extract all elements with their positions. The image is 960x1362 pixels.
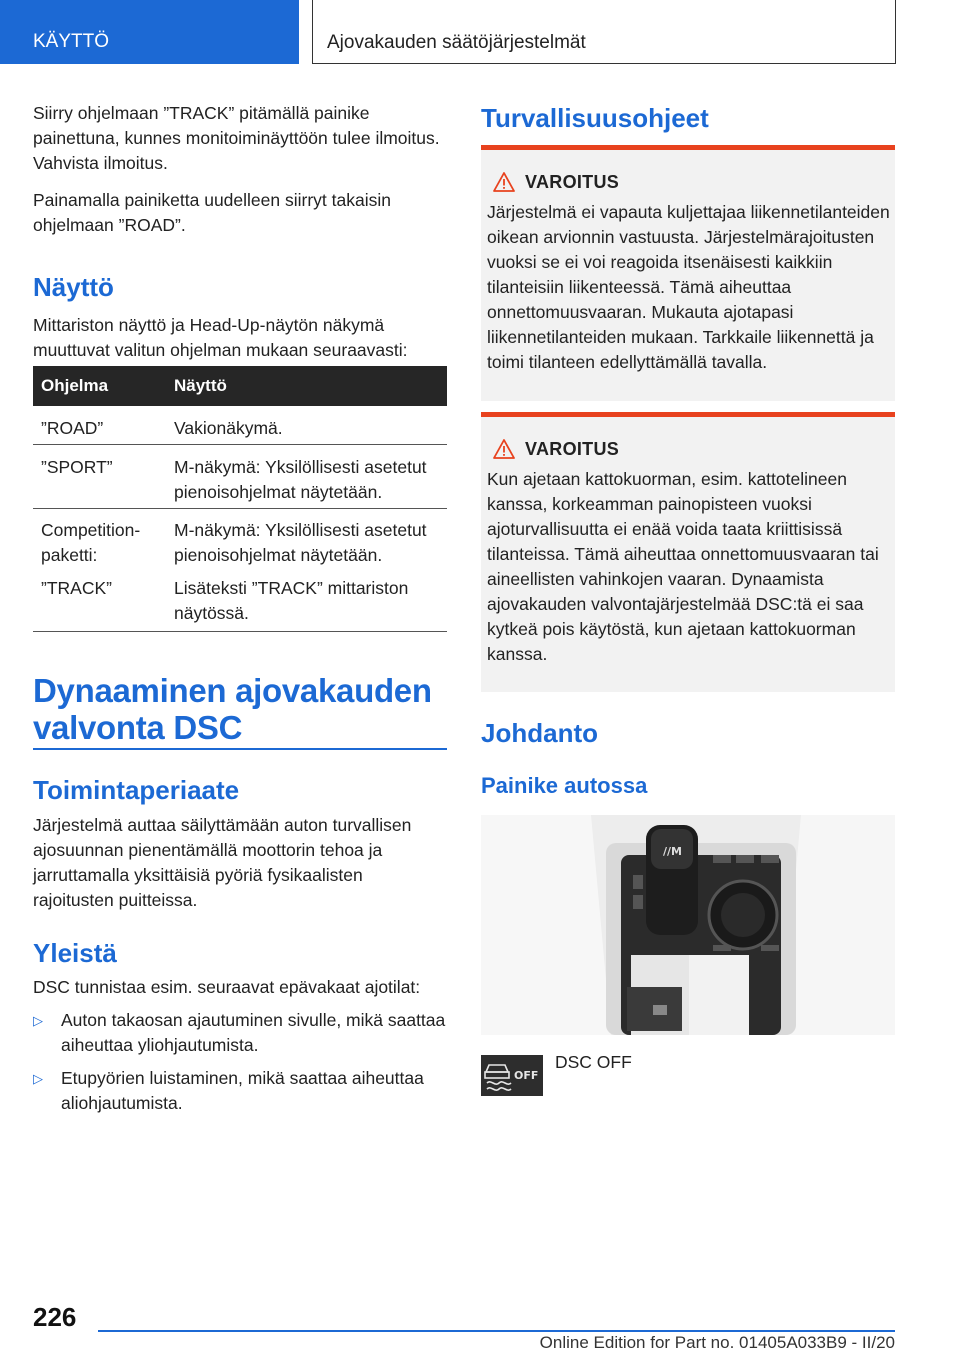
- table-divider: [33, 444, 447, 445]
- warning-text: Järjestelmä ei vapauta kuljettajaa liikennetilanteiden oikean arvionnin vastuusta. Järjestelmärajoitusten vuoksi se ei voi reagoida itsenäisesti kaikkiin tilanteisiin liikenteessä. Tämä aiheuttaa onnettomuusvaaran. Mukauta ajotapasi liikennetilanteiden mukaan. Tarkkaile liikennettä ja toimi tilanteen edellyttämällä tavalla.: [487, 202, 890, 372]
- warning-title: VAROITUS: [525, 439, 620, 459]
- principle-heading: Toimintaperiaate: [33, 775, 240, 805]
- console-illustration: [481, 815, 895, 1035]
- list-item: [33, 1008, 447, 1060]
- warning-text: Kun ajetaan kattokuorman, esim. kattotelineen kanssa, korkeamman painopisteen vuoksi ajoturvallisuutta ei enää voida taata kriittisissä tilanteissa. Tämä aiheuttaa onnettomuusvaaran tai aineellisten vahinkojen vaaran. Dynaamista ajovakauden valvontajärjestelmää DSC:tä ei saa kytkeä pois käytöstä, kun ajetaan kattokuorman kanssa.: [487, 469, 879, 664]
- table-cell: M-näkymä: Yksilöllisesti asetetut pienoisohjelmat näytetään.: [174, 457, 427, 502]
- table-cell: Lisäteksti ”TRACK” mittariston näytössä.: [174, 578, 409, 623]
- program-table: [33, 366, 447, 406]
- intro-paragraph-1: Siirry ohjelmaan ”TRACK” pitämällä painike painettuna, kunnes monitoiminäyttöön tulee ilmoitus. Vahvista ilmoitus.: [33, 103, 440, 173]
- general-text: DSC tunnistaa esim. seuraavat epävakaat ajotilat:: [33, 977, 421, 997]
- edition-text: Online Edition for Part no. 01405A033B9 - II/20: [539, 1333, 895, 1352]
- table-cell: M-näkymä: Yksilöllisesti asetetut pienoisohjelmat näytetään.: [174, 520, 427, 565]
- warning-icon: [493, 439, 515, 459]
- list-item-text: Auton takaosan ajautuminen sivulle, mikä saattaa aiheuttaa yliohjautumista.: [61, 1010, 446, 1055]
- bullet-triangle-icon: ▷: [33, 1071, 43, 1086]
- warning-box: [481, 412, 895, 692]
- table-header-program: Ohjelma: [41, 376, 109, 395]
- intro-heading: Johdanto: [481, 718, 598, 748]
- dsc-off-icon: [481, 1055, 543, 1096]
- heading-rule: [33, 748, 447, 750]
- table-cell: ”TRACK”: [41, 578, 112, 598]
- intro-paragraph-2: Painamalla painiketta uudelleen siirryt takaisin ohjelmaan ”ROAD”.: [33, 190, 391, 235]
- display-heading: Näyttö: [33, 272, 114, 302]
- principle-text: Järjestelmä auttaa säilyttämään auton turvallisen ajosuunnan pienentämällä moottorin tehoa ja jarruttamalla yksittäisiä pyöriä fysikaalisten rajoitusten puitteissa.: [33, 815, 412, 910]
- table-divider: [33, 508, 447, 509]
- console-photo: [481, 815, 895, 1035]
- table-cell: ”SPORT”: [41, 457, 113, 477]
- page-number: 226: [33, 1302, 77, 1332]
- list-item-text: Etupyörien luistaminen, mikä saattaa aiheuttaa aliohjautumista.: [61, 1068, 424, 1113]
- safety-heading: Turvallisuusohjeet: [481, 103, 709, 133]
- dsc-off-label: DSC OFF: [555, 1052, 632, 1072]
- svg-text:OFF: OFF: [514, 1069, 539, 1082]
- dsc-heading: Dynaaminen ajovakauden valvonta DSC: [33, 672, 432, 746]
- skidding-car-icon: [481, 1055, 543, 1096]
- warning-title: VAROITUS: [525, 172, 620, 192]
- section-tab: KÄYTTÖ: [0, 0, 299, 64]
- bullet-triangle-icon: ▷: [33, 1013, 43, 1028]
- warning-box: [481, 145, 895, 401]
- svg-text://M: //M: [663, 845, 682, 858]
- table-cell: ”ROAD”: [41, 418, 104, 438]
- list-item: [33, 1066, 447, 1118]
- table-header: [33, 366, 447, 406]
- button-heading: Painike autossa: [481, 773, 648, 798]
- footer-rule: [98, 1330, 895, 1332]
- chapter-title: Ajovakauden säätöjärjestelmät: [312, 0, 896, 64]
- table-cell: Vakionäkymä.: [174, 418, 283, 438]
- general-heading: Yleistä: [33, 938, 117, 968]
- table-divider: [33, 631, 447, 632]
- table-header-display: Näyttö: [174, 376, 227, 395]
- warning-icon: [493, 172, 515, 192]
- table-cell: Competition-paketti:: [41, 520, 141, 565]
- display-text: Mittariston näyttö ja Head-Up-näytön näkymä muuttuvat valitun ohjelman mukaan seuraavasti:: [33, 315, 408, 360]
